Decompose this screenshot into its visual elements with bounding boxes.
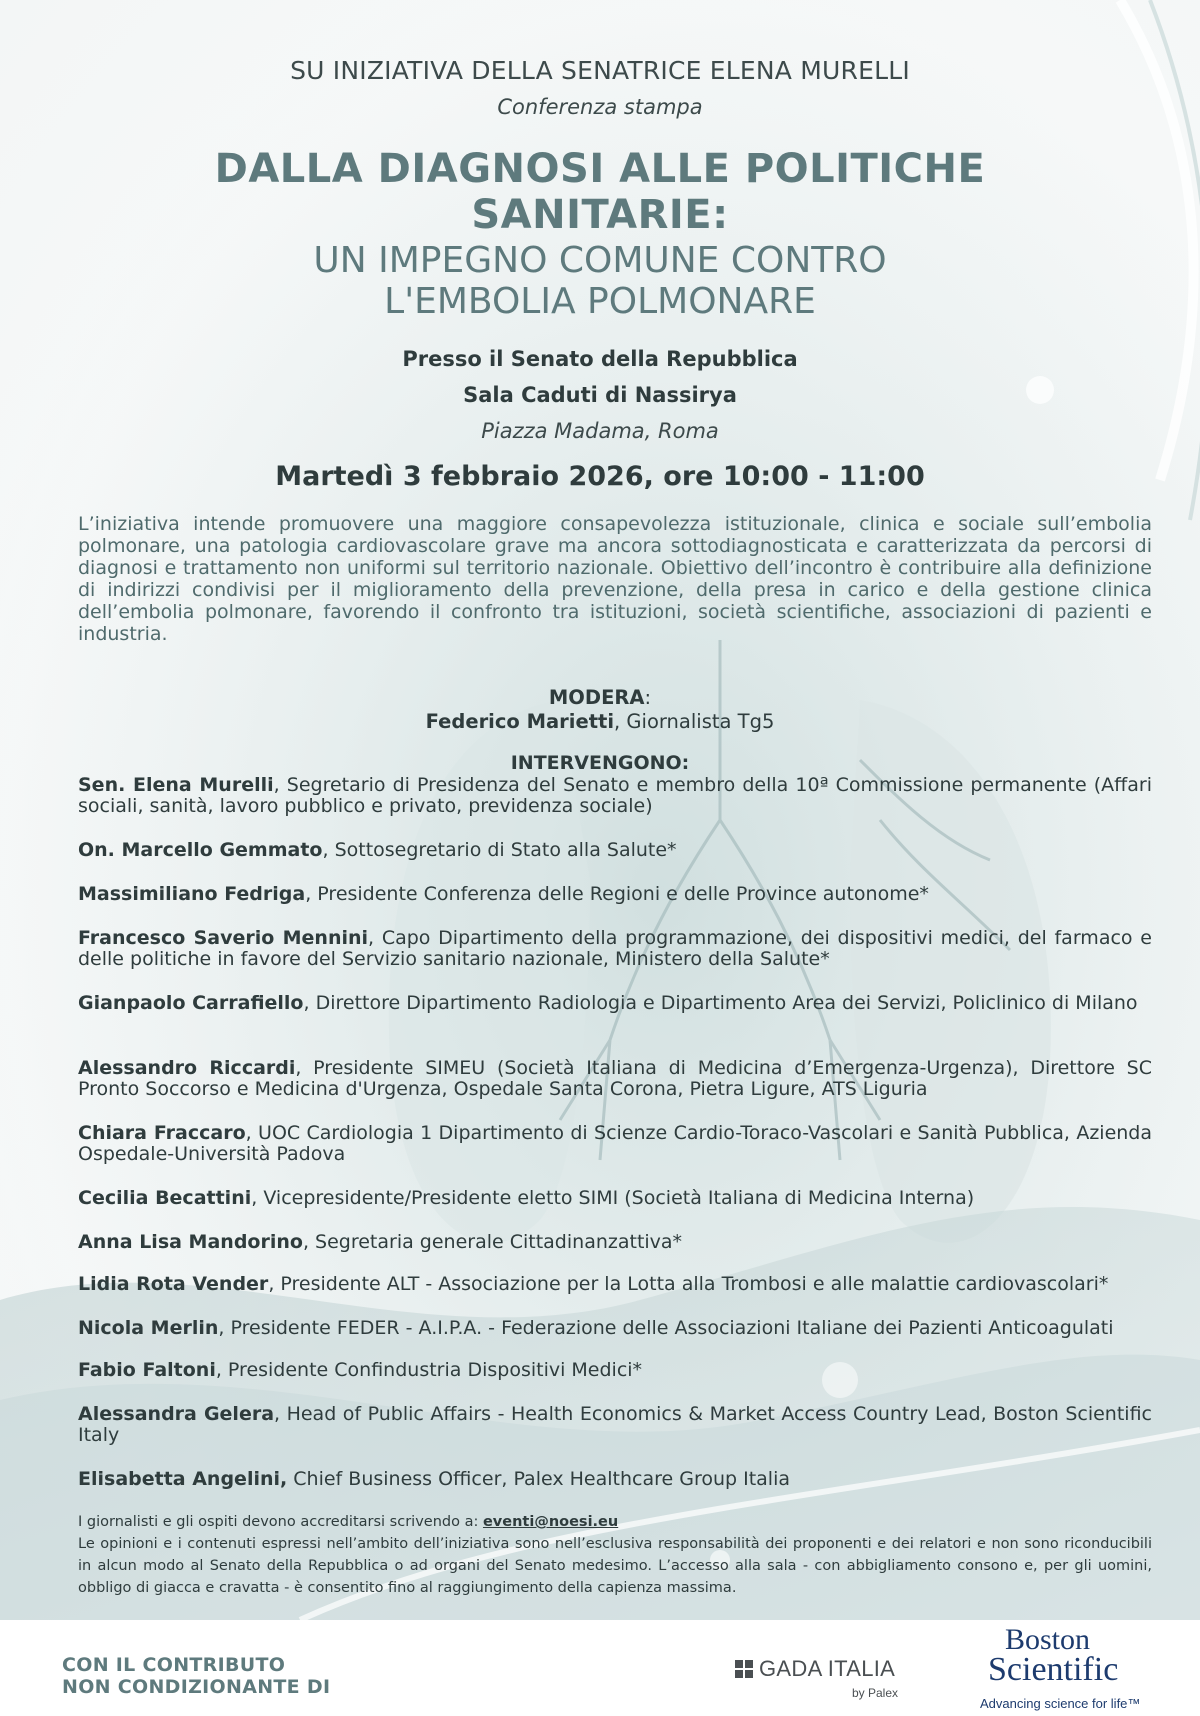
speaker-item — [78, 1404, 1152, 1446]
speaker-role: , Head of Public Affairs - Health Economics & Market Access Country Lead, Boston Scientific Italy — [78, 1403, 1152, 1446]
contribution-label-line-1: CON IL CONTRIBUTO — [62, 1654, 286, 1676]
subtitle — [0, 240, 1200, 322]
subtitle-line-1: UN IMPEGNO COMUNE CONTRO — [313, 240, 887, 281]
boston-logo-line-1: Boston — [1005, 1623, 1091, 1656]
main-title-line-2: SANITARIE: — [471, 192, 729, 238]
footnotes — [78, 1511, 1152, 1599]
speaker-role: , UOC Cardiologia 1 Dipartimento di Scienze Cardio-Toraco-Vascolari e Sanità Pubblica, Azienda Ospedale-Università Padova — [78, 1122, 1153, 1165]
contribution-label-line-2: NON CONDIZIONANTE DI — [62, 1676, 331, 1698]
speaker-role: Chief Business Officer, Palex Healthcare Group Italia — [287, 1468, 791, 1490]
speaker-role: , Direttore Dipartimento Radiologia e Dipartimento Area dei Servizi, Policlinico di Milano — [303, 992, 1138, 1014]
speaker-name: Nicola Merlin — [78, 1317, 219, 1339]
speaker-item — [78, 775, 1152, 817]
speaker-name: Lidia Rota Vender — [78, 1273, 269, 1295]
accreditation-email-link[interactable]: eventi@noesi.eu — [482, 1514, 619, 1530]
speaker-item — [78, 1318, 1152, 1339]
main-title — [0, 146, 1200, 238]
speaker-name: Fabio Faltoni — [78, 1359, 216, 1381]
moderator-label-text: MODERA — [548, 686, 645, 709]
venue-room: Sala Caduti di Nassirya — [463, 383, 737, 407]
moderator-name: Federico Marietti — [425, 710, 615, 733]
gada-italia-logo — [735, 1656, 895, 1682]
speaker-role: , Presidente Conferenza delle Regioni e delle Province autonome* — [305, 883, 929, 905]
speaker-item — [78, 1123, 1152, 1165]
speaker-name: Sen. Elena Murelli — [78, 774, 274, 796]
speaker-role: , Vicepresidente/Presidente eletto SIMI (Società Italiana di Medicina Interna) — [251, 1187, 975, 1209]
speaker-name: On. Marcello Gemmato — [78, 839, 323, 861]
speaker-item — [78, 928, 1152, 970]
speaker-name: Anna Lisa Mandorino — [78, 1231, 303, 1253]
speaker-name: Elisabetta Angelini, — [78, 1468, 288, 1490]
subtitle-line-2: L'EMBOLIA POLMONARE — [384, 281, 816, 322]
speaker-role: , Capo Dipartimento della programmazione, dei dispositivi medici, del farmaco e delle politiche in favore del Servizio sanitario nazionale, Ministero della Salute* — [78, 927, 1152, 970]
venue-address: Piazza Madama, Roma — [481, 419, 719, 443]
event-type: Conferenza stampa — [497, 95, 703, 119]
venue-institution: Presso il Senato della Repubblica — [402, 347, 798, 371]
speaker-name: Gianpaolo Carrafiello — [78, 992, 304, 1014]
speaker-name: Francesco Saverio Mennini — [78, 927, 369, 949]
moderator-label — [0, 686, 1200, 709]
speaker-role: , Presidente SIMEU (Società Italiana di Medicina d’Emergenza-Urgenza), Direttore SC Pronto Soccorso e Medicina d'Urgenza, Ospedale Santa Corona, Pietra Ligure, ATS Liguria — [78, 1057, 1152, 1100]
speaker-item — [78, 1360, 1152, 1381]
initiative-line: SU INIZIATIVA DELLA SENATRICE ELENA MURELLI — [290, 56, 910, 85]
sponsor-footer — [0, 1620, 1200, 1716]
event-date: Martedì 3 febbraio 2026, ore 10:00 - 11:00 — [275, 461, 925, 492]
speaker-name: Alessandro Riccardi — [78, 1057, 296, 1079]
speaker-item — [78, 993, 1152, 1014]
speakers-label: INTERVENGONO: — [510, 752, 690, 774]
speaker-item — [78, 1274, 1152, 1295]
moderator — [0, 710, 1200, 733]
contribution-label — [62, 1654, 330, 1698]
speaker-item — [78, 884, 1152, 905]
speaker-role: , Presidente Confindustria Dispositivi Medici* — [215, 1359, 643, 1381]
speaker-item — [78, 840, 1152, 861]
speaker-item — [78, 1469, 1152, 1490]
speaker-name: Chiara Fraccaro — [78, 1122, 246, 1144]
accreditation-text: I giornalisti e gli ospiti devono accreditarsi scrivendo a: — [78, 1514, 483, 1530]
speaker-name: Alessandra Gelera — [78, 1403, 275, 1425]
disclaimer-text: Le opinioni e i contenuti espressi nell’ambito dell’iniziativa sono nell’esclusiva responsabilità dei proponenti e dei relatori e non sono riconducibili in alcun modo al Senato della Repubblica o ad organi del Senato medesimo. L’accesso alla sala - con abbigliamento consono e, per gli uomini, obbligo di giacca e cravatta - è consentito fino al raggiungimento della capienza massima. — [78, 1536, 1152, 1596]
speaker-item — [78, 1058, 1152, 1100]
gada-logo-text: GADA ITALIA — [759, 1656, 896, 1681]
moderator-label-colon: : — [644, 686, 652, 709]
speaker-item — [78, 1188, 1152, 1209]
speaker-name: Cecilia Becattini — [78, 1187, 252, 1209]
boston-logo-line-2: Scientific — [988, 1651, 1119, 1688]
gada-grid-icon — [735, 1660, 753, 1678]
speaker-role: , Segretario di Presidenza del Senato e membro della 10ª Commissione permanente (Affari sociali, sanità, lavoro pubblico e privato, previdenza sociale) — [78, 774, 1153, 817]
speaker-item — [78, 1232, 1152, 1253]
speaker-role: , Presidente ALT - Associazione per la Lotta alla Trombosi e alle malattie cardiovascolari* — [268, 1273, 1109, 1295]
moderator-role: , Giornalista Tg5 — [614, 710, 775, 733]
intro-paragraph: L’iniziativa intende promuovere una maggiore consapevolezza istituzionale, clinica e sociale sull’embolia polmonare, una patologia cardiovascolare grave ma ancora sottodiagnosticata e caratterizzata da percorsi di diagnosi e trattamento non uniformi sul territorio nazionale. Obiettivo dell’incontro è contribuire alla definizione di indirizzi condivisi per il miglioramento della prevenzione, della presa in carico e della gestione clinica dell’embolia polmonare, favorendo il confronto tra istituzioni, società scientifiche, associazioni di pazienti e industria. — [78, 513, 1152, 645]
main-title-line-1: DALLA DIAGNOSI ALLE POLITICHE — [214, 146, 986, 192]
boston-logo-tagline: Advancing science for life™ — [980, 1696, 1141, 1711]
gada-logo-subtitle: by Palex — [852, 1686, 899, 1700]
speaker-role: , Sottosegretario di Stato alla Salute* — [322, 839, 677, 861]
speaker-role: , Presidente FEDER - A.I.P.A. - Federazione delle Associazioni Italiane dei Pazienti Anticoagulati — [218, 1317, 1114, 1339]
speaker-role: , Segretaria generale Cittadinanzattiva* — [302, 1231, 683, 1253]
accreditation-line — [78, 1511, 1152, 1533]
speaker-name: Massimiliano Fedriga — [78, 883, 306, 905]
